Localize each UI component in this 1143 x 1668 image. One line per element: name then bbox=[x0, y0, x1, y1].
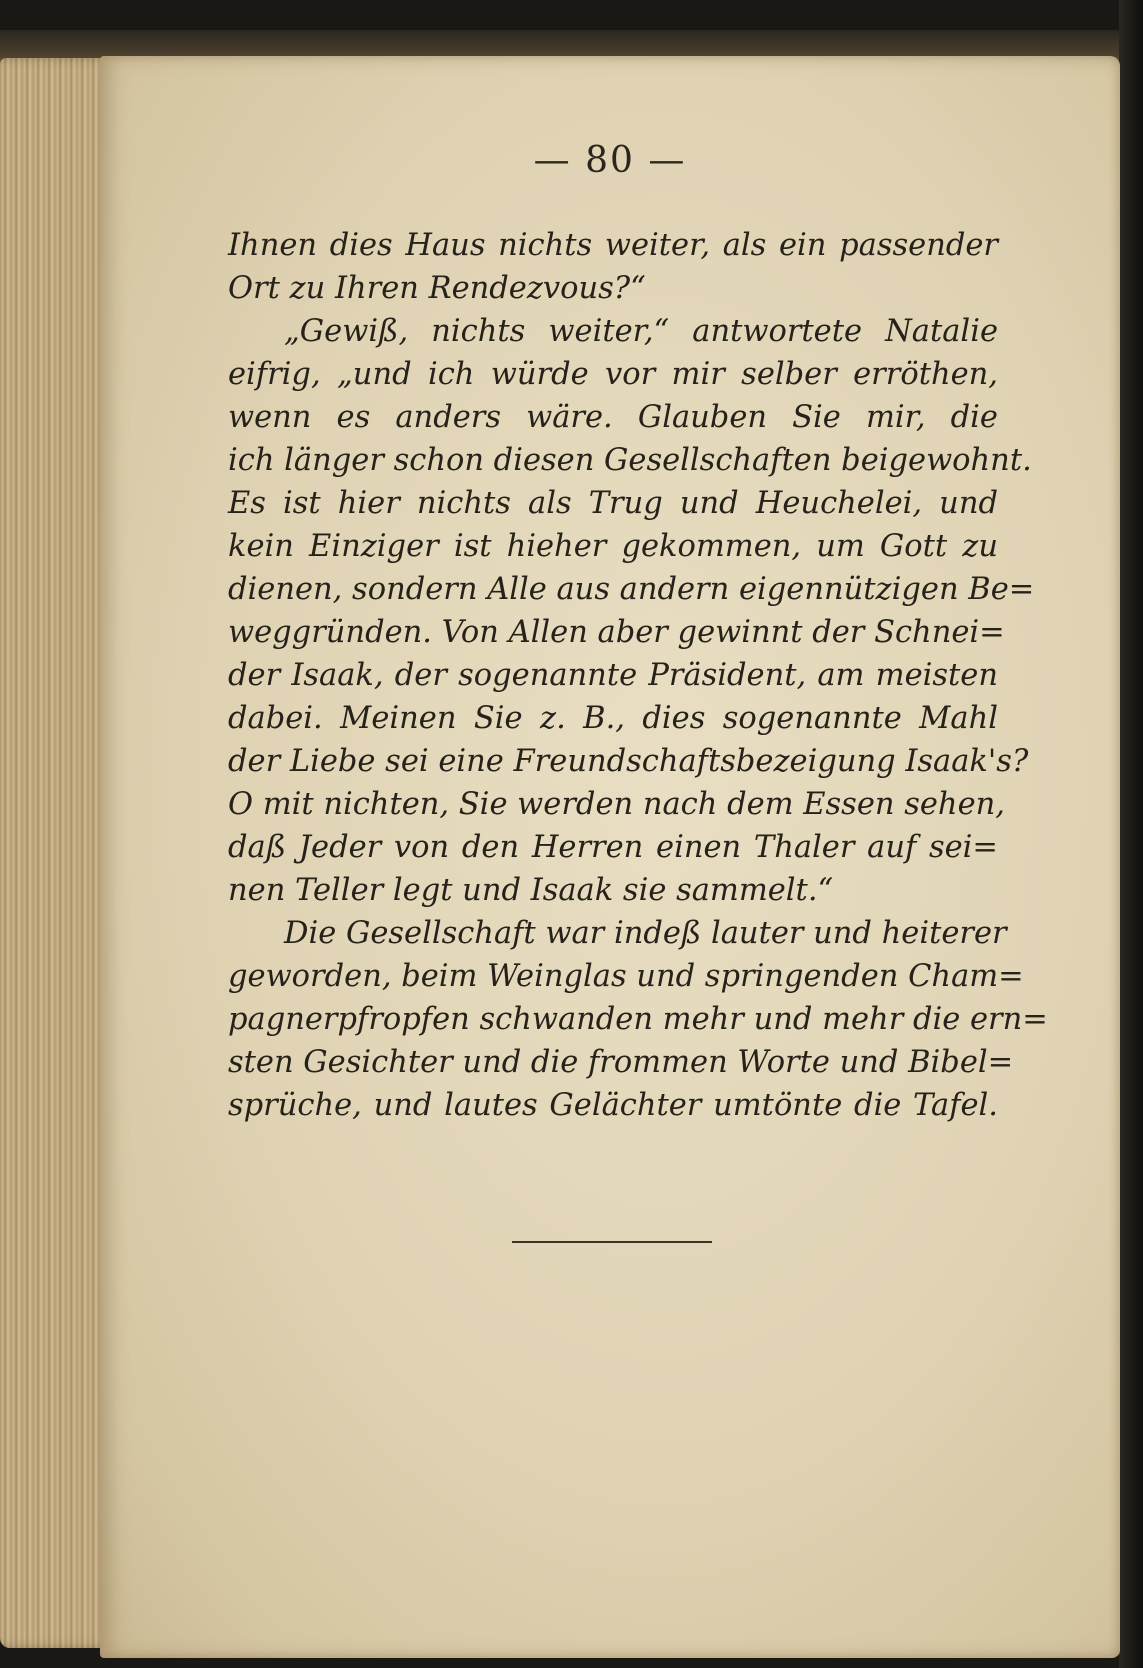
text-line: weggründen. Von Allen aber gewinnt der Schnei= bbox=[228, 615, 1005, 650]
text-line: geworden, beim Weinglas und springenden Cham= bbox=[228, 959, 1024, 994]
text-line: pagnerpfropfen schwanden mehr und mehr die ern= bbox=[228, 1002, 1048, 1037]
body-text bbox=[228, 224, 1048, 1127]
text-line: Ihnen dies Haus nichts weiter, als ein passender bbox=[228, 228, 998, 263]
text-line: der Liebe sei eine Freundschaftsbezeigung Isaak's? bbox=[228, 744, 1029, 779]
page-number: — 80 — bbox=[533, 140, 687, 181]
text-line: daß Jeder von den Herren einen Thaler auf sei= bbox=[228, 830, 998, 865]
text-line: O mit nichten, Sie werden nach dem Essen sehen, bbox=[228, 787, 1005, 822]
text-line: Es ist hier nichts als Trug und Heuchelei, und bbox=[228, 486, 998, 521]
text-line: sprüche, und lautes Gelächter umtönte die Tafel. bbox=[228, 1088, 998, 1123]
text-line: wenn es anders wäre. Glauben Sie mir, die bbox=[228, 400, 998, 435]
text-line: ich länger schon diesen Gesellschaften beigewohnt. bbox=[228, 443, 1032, 478]
text-line: nen Teller legt und Isaak sie sammelt.“ bbox=[228, 873, 834, 908]
page-edges bbox=[0, 58, 112, 1648]
text-line: dienen, sondern Alle aus andern eigennützigen Be= bbox=[228, 572, 1035, 607]
text-line: dabei. Meinen Sie z. B., dies sogenannte Mahl bbox=[228, 701, 998, 736]
text-line: der Isaak, der sogenannte Präsident, am meisten bbox=[228, 658, 998, 693]
text-line: Die Gesellschaft war indeß lauter und heiterer bbox=[284, 916, 1007, 951]
text-line: sten Gesichter und die frommen Worte und Bibel= bbox=[228, 1045, 1014, 1080]
text-line: eifrig, „und ich würde vor mir selber erröthen, bbox=[228, 357, 998, 392]
text-line: kein Einziger ist hieher gekommen, um Gott zu bbox=[228, 529, 998, 564]
text-line: Ort zu Ihren Rendezvous?“ bbox=[228, 271, 646, 306]
end-rule bbox=[512, 1241, 712, 1243]
book-cover-right bbox=[1119, 0, 1143, 1668]
book-page bbox=[100, 56, 1120, 1658]
text-line: „Gewiß, nichts weiter,“ antwortete Natalie bbox=[284, 314, 998, 349]
